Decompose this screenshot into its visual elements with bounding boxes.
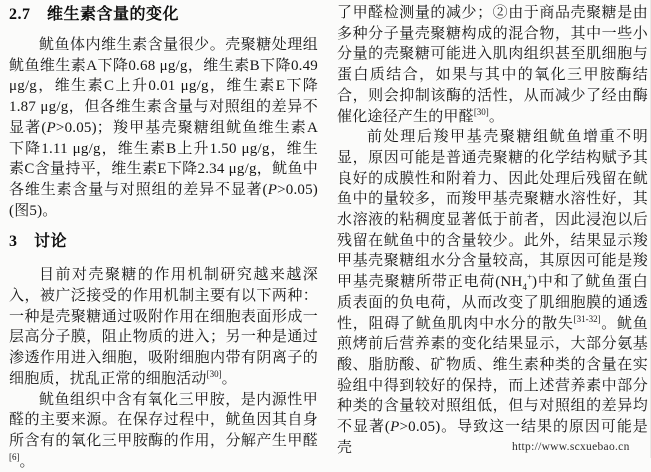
footer-journal-url: http://www.scxuebao.cn [512,441,630,453]
section-heading-3-discussion: 3 讨论 [9,233,68,251]
paragraph-vitamin-results: 鱿鱼体内维生素含量很少。壳聚糖处理组鱿鱼维生素A下降0.68 μg/g，维生素B下降0.49 μg/g，维生素C上升0.01 μg/g，维生素E下降1.87 μg/g，但各维生素含量与对照组的差异不显著(P>0.05)；羧甲基壳聚糖组鱿鱼维生素A下降1.11 μg/g，维生素B上升1.50 μg/g，维生素C含量持平，维生素E下降2.34 μg/g，鱿鱼中各维生素含量与对照组的差异不显著(P>0.05)(图5)。 [9,37,318,219]
paragraph-formaldehyde-reduction: 了甲醛检测量的减少；②由于商品壳聚糖是由多种分子量壳聚糖构成的混合物，其中一些小分量的壳聚糖可能进入肌肉组织甚至肌细胞与蛋白质结合，如果与其中的氧化三甲胺酶结合，则会抑制该酶的活性，从而减少了经由酶催化途径产生的甲醛[30]。 [337,5,648,125]
section-heading-2-7: 2.7 维生素含量的变化 [9,6,180,23]
paragraph-tmao-formaldehyde: 鱿鱼组织中含有氧化三甲胺，是内源性甲醛的主要来源。在保存过程中，鱿鱼因其自身所含有的氧化三甲胺酶的作用，分解产生甲醛[6]。 [9,391,318,470]
paragraph-chitosan-mechanism: 目前对壳聚糖的作用机制研究越来越深入，被广泛接受的作用机制主要有以下两种：一种是壳聚糖通过吸附作用在细胞表面形成一层高分子膜，阻止物质的进入；另一种是通过渗透作用进入细胞，吸附细胞内带有阴离子的细胞质，扰乱正常的细胞活动[30]。 [9,267,318,387]
paragraph-cmc-water-retention: 前处理后羧甲基壳聚糖组鱿鱼增重不明显，原因可能是普通壳聚糖的化学结构赋予其良好的成膜性和附着力、因此处理后残留在鱿鱼中的量较多，而羧甲基壳聚糖水溶性好，其水溶液的粘稠度显著低于前者，因此浸泡以后残留在鱿鱼中的含量较少。此外，结果显示羧甲基壳聚糖组水分含量较高，其原因可能是羧甲基壳聚糖所带正电荷$(NH_4^+)$中和了鱿鱼蛋白质表面的负电荷，从而改变了肌细胞膜的通透性，阻碍了鱿鱼肌肉中水分的散失[31-32]。鱿鱼煎烤前后营养素的变化结果显示，大部分氨基酸、脂肪酸、矿物质、维生素种类的含量在实验组中得到较好的保持，而上述营养素中部分种类的含量较对照组低，但与对照组的差异均不显著(P>0.05)。导致这一结果的原因可能是壳 [337,129,648,456]
left-column [9,3,318,472]
right-column [337,3,648,458]
